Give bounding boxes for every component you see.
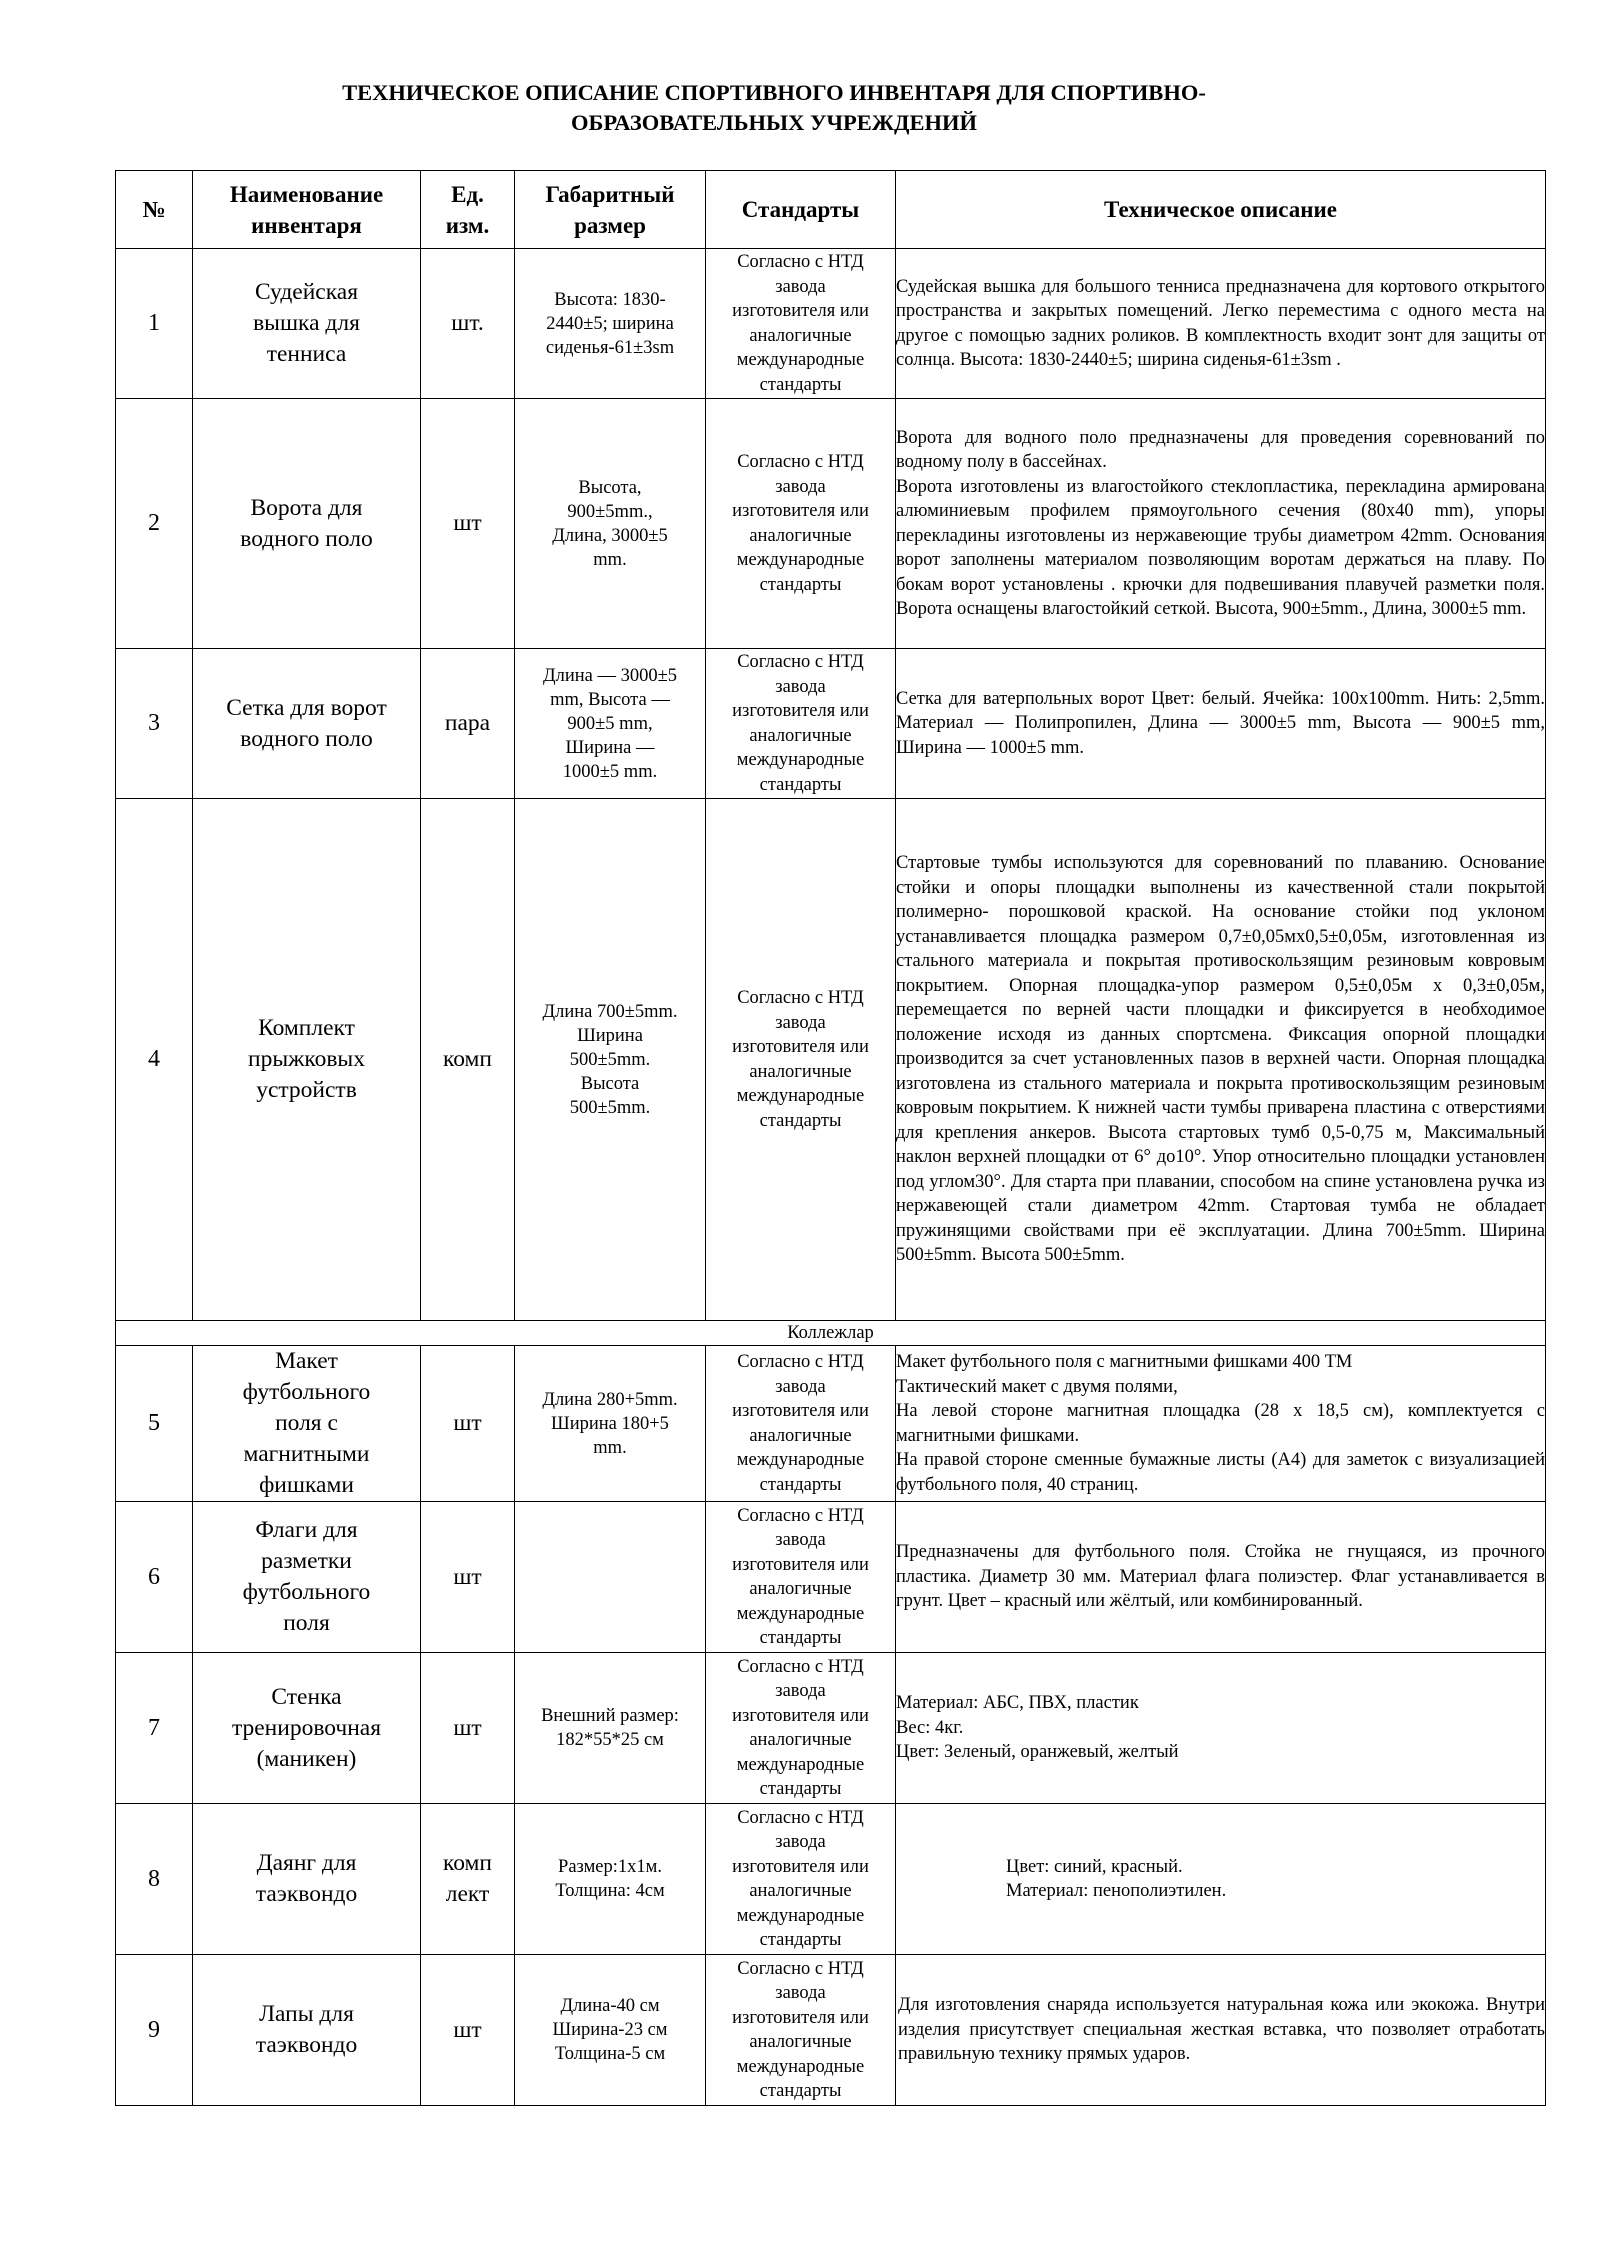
standards-line: завода	[775, 1681, 826, 1701]
item-name-line: поля с	[275, 1410, 338, 1436]
description-paragraph: Цвет: Зеленый, оранжевый, желтый	[896, 1742, 1179, 1763]
header-name-line: инвентаря	[251, 212, 362, 238]
table-row	[116, 649, 1546, 799]
standards-line: Согласно с НТД	[737, 1505, 864, 1526]
unit-of-measure	[421, 399, 515, 649]
standards-line: изготовителя или	[732, 501, 869, 521]
section-row	[116, 1321, 1546, 1346]
standards-line: изготовителя или	[732, 1705, 869, 1726]
item-name-line: Комплект	[258, 1015, 355, 1041]
table-row	[116, 1653, 1546, 1804]
standards	[706, 1955, 896, 2106]
item-name-line: Стенка	[271, 1683, 342, 1710]
standards-line: международные	[736, 1450, 865, 1470]
dimensions-line: Длина 700±5mm.	[542, 1001, 678, 1022]
item-name-line: прыжковых	[248, 1046, 365, 1072]
row-number: 5	[116, 1346, 193, 1502]
item-name	[193, 799, 421, 1321]
dimensions-line: mm.	[593, 1437, 627, 1458]
standards-line: международные	[736, 550, 865, 570]
standards-line: международные	[736, 1754, 865, 1775]
item-name	[193, 1804, 421, 1955]
item-name-line: таэквондо	[255, 2032, 358, 2058]
standards-line: аналогичные	[749, 325, 852, 346]
standards-line: завода	[775, 1530, 826, 1550]
standards-line: изготовителя или	[732, 1856, 869, 1877]
item-name-line: Ворота для	[250, 494, 363, 521]
standards-line: изготовителя или	[732, 1401, 869, 1421]
item-name	[193, 249, 421, 399]
header-unit	[421, 171, 515, 249]
description-paragraph: Материал: пенополиэтилен.	[1006, 1881, 1227, 1901]
standards-line: изготовителя или	[732, 1037, 869, 1057]
standards-line: аналогичные	[749, 1730, 852, 1750]
item-name	[193, 1653, 421, 1804]
standards-line: Согласно с НТД	[737, 252, 864, 272]
unit-of-measure	[421, 249, 515, 399]
document-title	[115, 78, 1433, 138]
standards	[706, 399, 896, 649]
standards-line: стандарты	[759, 1474, 842, 1495]
table-row	[116, 1955, 1546, 2106]
standards-line: Согласно с НТД	[737, 1807, 864, 1828]
unit-of-measure	[421, 1804, 515, 1955]
description-paragraph: На правой стороне сменные бумажные листы (А4) для заметок с визуализацией футбольного поля, 40 страниц.	[896, 1450, 1545, 1495]
standards-line: стандарты	[759, 2081, 842, 2101]
standards-line: аналогичные	[749, 1425, 852, 1446]
standards-line: Согласно с НТД	[737, 1656, 864, 1677]
item-name-line: тренировочная	[231, 1714, 382, 1741]
unit-of-measure-line: пара	[444, 710, 491, 736]
dimensions-line: Толщина-5 см	[554, 2044, 666, 2064]
standards-line: Согласно с НТД	[737, 452, 864, 472]
standards-line: стандарты	[759, 374, 842, 395]
technical-description	[896, 399, 1546, 649]
unit-of-measure-line: шт.	[451, 310, 484, 336]
unit-of-measure-line: шт	[453, 1410, 482, 1436]
table-header-row	[116, 171, 1546, 249]
dimensions	[515, 1653, 706, 1804]
dimensions	[515, 249, 706, 399]
standards-line: завода	[775, 276, 826, 297]
standards	[706, 1346, 896, 1502]
dimensions-line: 182*55*25 см	[556, 1730, 664, 1750]
item-name-line: Флаги для	[255, 1517, 358, 1543]
standards	[706, 1804, 896, 1955]
dimensions-line: mm.	[593, 549, 627, 570]
unit-of-measure	[421, 799, 515, 1321]
table-row	[116, 1804, 1546, 1955]
header-standards: Стандарты	[706, 171, 896, 249]
equipment-table	[115, 170, 1546, 2106]
standards-line: аналогичные	[749, 1061, 852, 1082]
dimensions-line: Высота,	[578, 477, 642, 498]
row-number: 4	[116, 799, 193, 1321]
standards-line: изготовителя или	[732, 701, 869, 721]
standards-line: стандарты	[759, 1110, 842, 1131]
dimensions-line: Длина 280+5mm.	[542, 1389, 678, 1410]
item-name-line: поля	[283, 1610, 330, 1636]
dimensions	[515, 799, 706, 1321]
dimensions-line: Высота: 1830-	[554, 289, 666, 310]
technical-description	[896, 1804, 1546, 1955]
dimensions	[515, 399, 706, 649]
dimensions-line: Толщина: 4см	[555, 1881, 665, 1901]
dimensions-line: Ширина 180+5	[551, 1413, 669, 1434]
description-paragraph: Материал: АБС, ПВХ, пластик	[896, 1693, 1139, 1714]
technical-description	[896, 1653, 1546, 1804]
item-name-line: таэквондо	[255, 1881, 358, 1907]
standards-line: международные	[736, 750, 865, 770]
standards	[706, 1653, 896, 1804]
row-number: 2	[116, 399, 193, 649]
item-name-line: фишками	[259, 1472, 354, 1498]
technical-description	[896, 799, 1546, 1321]
dimensions-line: Ширина-23 см	[552, 2020, 668, 2040]
unit-of-measure	[421, 649, 515, 799]
dimensions-line: Длина — 3000±5	[542, 665, 678, 686]
standards-line: завода	[775, 1376, 826, 1397]
item-name-line: тенниса	[266, 341, 347, 367]
table-body	[116, 249, 1546, 2106]
row-number: 7	[116, 1653, 193, 1804]
dimensions-line: Ширина —	[565, 737, 655, 758]
row-number: 3	[116, 649, 193, 799]
standards-line: завода	[775, 1983, 826, 2003]
technical-description	[896, 249, 1546, 399]
technical-description	[896, 1502, 1546, 1653]
row-number: 1	[116, 249, 193, 399]
standards-line: изготовителя или	[732, 1554, 869, 1575]
item-name-line: разметки	[261, 1548, 352, 1574]
description-paragraph: Ворота изготовлены из влагостойкого стеклопластика, перекладина армирована алюминиевым профилем прямоугольного сечения (80x40 mm), упоры перекладины изготовлены из нержавеющие трубы диаметром 42mm. Основания ворот заполнены материалом позволяющим воротам держаться на плаву. По бокам ворот установлены . крючки для подвешивания плавучей разметки поля. Ворота оснащены влагостойкий сеткой. Высота, 900±5mm., Длина, 3000±5 mm.	[896, 476, 1545, 619]
header-name	[193, 171, 421, 249]
header-unit-line: изм.	[445, 212, 490, 238]
standards-line: аналогичные	[749, 525, 852, 546]
standards-line: завода	[775, 1012, 826, 1033]
item-name-line: устройств	[256, 1077, 357, 1103]
standards-line: Согласно с НТД	[737, 988, 864, 1008]
dimensions	[515, 1955, 706, 2106]
description-paragraph: Цвет: синий, красный.	[1006, 1856, 1183, 1877]
dimensions	[515, 649, 706, 799]
item-name-line: вышка для	[253, 310, 360, 336]
standards-line: стандарты	[759, 774, 842, 795]
dimensions-line: 2440±5; ширина	[546, 313, 674, 334]
standards-line: стандарты	[759, 574, 842, 595]
standards-line: завода	[775, 1832, 826, 1852]
standards-line: стандарты	[759, 1779, 842, 1799]
standards-line: международные	[736, 1086, 865, 1106]
description-paragraph: Сетка для ватерпольных ворот Цвет: белый. Ячейка: 100x100mm. Нить: 2,5mm. Материал — Полипропилен, Длина — 3000±5 mm, Высота — 900±5 mm, Ширина — 1000±5 mm.	[896, 688, 1545, 758]
item-name-line: (маникен)	[256, 1745, 357, 1772]
standards-line: аналогичные	[749, 1579, 852, 1599]
unit-of-measure-line: комп	[443, 1850, 492, 1876]
dimensions-line: 500±5mm.	[569, 1049, 651, 1070]
standards-line: международные	[736, 1603, 865, 1624]
description-paragraph: Стартовые тумбы используются для соревнований по плаванию. Основание стойки и опоры площадки выполнены из качественной стали покрытой полимерно- порошковой краской. На основание стойки под уклоном устанавливается площадка размером 0,7±0,05мх0,5±0,05м, изготовленная из стального материала и покрытая противоскользящим резиновым ковровым покрытием. Опорная площадка-упор размером 0,5±0,05м х 0,3±0,05м, перемещается по верней части площадки и фиксируется в необходимое положение исходя из данных спортсмена. Фиксация опорной площадки производится за счет установленных пазов в верхней части. Опорная площадка изготовлена из стального материала и покрыта противоскользящим резиновым ковровым покрытием. К нижней части тумбы приварена пластина с отверстиями для крепления анкеров. Высота стартовых тумб 0,5-0,75 м, Максимальный наклон верхней площадки от 6° до10°. Упор относительно площадки установлен под углом30°. Для старта при плавании, способом на спине установлена ручка из нержавеющей стали диаметром 42mm. Стартовая тумба не обладает пружинящими свойствами при её эксплуатации. Длина 700±5mm. Ширина 500±5mm. Высота 500±5mm.	[896, 853, 1545, 1266]
item-name-line: Макет	[275, 1348, 338, 1374]
unit-of-measure-line: шт	[453, 510, 482, 536]
item-name-line: Судейская	[254, 279, 359, 305]
standards-line: аналогичные	[749, 725, 852, 746]
description-paragraph: Судейская вышка для большого тенниса предназначена для кортового открытого пространства и закрытых помещений. Легко переместима с одного места на другое с помощью задних роликов. В комплектность входит зонт для защиты от солнца. Высота: 1830-2440±5; ширина сиденья-61±3sm .	[896, 276, 1545, 370]
unit-of-measure	[421, 1502, 515, 1653]
dimensions-line: Длина-40 см	[560, 1996, 660, 2016]
row-number: 9	[116, 1955, 193, 2106]
standards-line: Согласно с НТД	[737, 1352, 864, 1372]
row-number: 8	[116, 1804, 193, 1955]
unit-of-measure	[421, 1955, 515, 2106]
technical-description	[896, 649, 1546, 799]
dimensions-line: Длина, 3000±5	[552, 525, 668, 546]
unit-of-measure	[421, 1346, 515, 1502]
unit-of-measure-line: лект	[445, 1881, 490, 1907]
standards-line: международные	[736, 2056, 865, 2077]
header-size	[515, 171, 706, 249]
standards-line: завода	[775, 676, 826, 697]
item-name-line: Лапы для	[259, 2001, 354, 2027]
standards-line: стандарты	[759, 1930, 842, 1950]
item-name	[193, 399, 421, 649]
unit-of-measure-line: шт	[453, 1563, 482, 1590]
standards	[706, 799, 896, 1321]
table-row	[116, 1346, 1546, 1502]
dimensions-line: 500±5mm.	[569, 1097, 651, 1118]
standards	[706, 649, 896, 799]
standards-line: изготовителя или	[732, 301, 869, 321]
dimensions-line: 1000±5 mm.	[562, 761, 658, 782]
table-row	[116, 249, 1546, 399]
dimensions-line: Внешний размер:	[541, 1706, 679, 1726]
item-name-line: водного поло	[240, 725, 373, 752]
item-name-line: футбольного	[242, 1379, 371, 1405]
table-row	[116, 399, 1546, 649]
item-name	[193, 1955, 421, 2106]
item-name-line: Даянг для	[256, 1850, 357, 1876]
item-name-line: футбольного	[242, 1579, 371, 1605]
dimensions	[515, 1804, 706, 1955]
table-row	[116, 1502, 1546, 1653]
row-number: 6	[116, 1502, 193, 1653]
dimensions-line: Ширина	[577, 1025, 643, 1046]
dimensions-line: сиденья-61±3sm	[545, 337, 675, 358]
item-name-line: магнитными	[243, 1441, 370, 1467]
standards-line: Согласно с НТД	[737, 1958, 864, 1979]
section-label: Коллежлар	[116, 1321, 1546, 1346]
description-paragraph: На левой стороне магнитная площадка (28 х 18,5 см), комплектуется с магнитными фишками.	[896, 1401, 1545, 1446]
standards-line: международные	[736, 1905, 865, 1926]
header-size-line: размер	[574, 212, 646, 238]
dimensions-line: mm, Высота —	[550, 689, 670, 710]
item-name	[193, 1502, 421, 1653]
item-name-line: водного поло	[240, 525, 373, 552]
description-paragraph: Макет футбольного поля с магнитными фишками 400 ТМ	[896, 1352, 1353, 1372]
standards-line: завода	[775, 476, 826, 497]
header-size-line: Габаритный	[545, 181, 675, 207]
unit-of-measure-line: комп	[443, 1046, 492, 1072]
title-line-2: ОБРАЗОВАТЕЛЬНЫХ УЧРЕЖДЕНИЙ	[570, 110, 977, 135]
header-unit-line: Ед.	[451, 181, 484, 207]
technical-description	[896, 1346, 1546, 1502]
header-name-line: Наименование	[229, 181, 384, 207]
description-paragraph: Предназначены для футбольного поля. Стойка не гнущаяся, из прочного пластика. Диаметр 30 мм. Материал флага полиэстер. Флаг устанавливается в грунт. Цвет – красный или жёлтый, или комбинированный.	[896, 1542, 1545, 1612]
table-row	[116, 799, 1546, 1321]
standards-line: аналогичные	[749, 2032, 852, 2052]
description-paragraph: Вес: 4кг.	[896, 1717, 964, 1738]
standards-line: Согласно с НТД	[737, 652, 864, 672]
dimensions-line: Высота	[580, 1073, 640, 1094]
item-name	[193, 1346, 421, 1502]
item-name-line: Сетка для ворот	[226, 694, 387, 721]
dimensions-line: Размер:1х1м.	[558, 1857, 662, 1877]
unit-of-measure-line: шт	[453, 1714, 482, 1741]
standards-line: изготовителя или	[732, 2007, 869, 2028]
unit-of-measure	[421, 1653, 515, 1804]
description-paragraph: Тактический макет с двумя полями,	[896, 1376, 1178, 1397]
standards	[706, 249, 896, 399]
header-number: №	[116, 171, 193, 249]
standards-line: международные	[736, 350, 865, 370]
unit-of-measure-line: шт	[453, 2016, 482, 2043]
dimensions	[515, 1502, 706, 1653]
description-paragraph: Для изготовления снаряда используется натуральная кожа или экокожа. Внутри изделия присутствует специальная жесткая вставка, что позволяет отработать правильную технику прямых ударов.	[898, 1995, 1545, 2065]
description-paragraph: Ворота для водного поло предназначены для проведения соревнований по водному полу в бассейнах.	[896, 427, 1545, 472]
item-name	[193, 649, 421, 799]
title-line-1: ТЕХНИЧЕСКОЕ ОПИСАНИЕ СПОРТИВНОГО ИНВЕНТАРЯ ДЛЯ СПОРТИВНО-	[342, 80, 1206, 105]
standards	[706, 1502, 896, 1653]
header-description: Техническое описание	[896, 171, 1546, 249]
technical-description	[896, 1955, 1546, 2106]
standards-line: аналогичные	[749, 1881, 852, 1901]
dimensions-line: 900±5 mm,	[567, 713, 653, 734]
dimensions-line: 900±5mm.,	[567, 501, 653, 522]
standards-line: стандарты	[759, 1628, 842, 1648]
dimensions	[515, 1346, 706, 1502]
